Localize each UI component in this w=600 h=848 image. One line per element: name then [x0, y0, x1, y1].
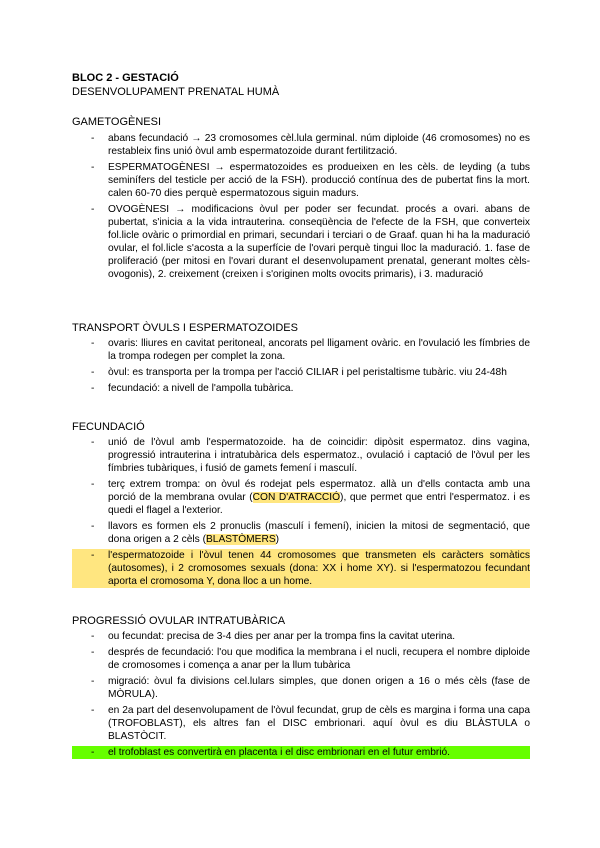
list-item: - en 2a part del desenvolupament de l'òvul fecundat, grup de cèls es margina i forma una capa (TROFOBLAST), els altres fan el DISC embrionari. aquí òvul es diu BLÀSTULA o BLASTÒCIT.	[72, 704, 530, 743]
section-list-progressio	[72, 630, 530, 762]
section-heading-gametogenesi: GAMETOGÈNESI	[72, 116, 162, 128]
list-item-text: )	[275, 534, 280, 545]
list-item-text: ), que permet que entri l'espermatoz. i es quedi el flagel a l'exterior.	[108, 492, 531, 516]
list-item: - ESPERMATOGÈNESI → espermatozoides es produeixen en les cèls. de leyding (a tubs seminífers del testicle per acció de la FSH). producció contínua des de pubertat fins la mort. calen 60-70 dies perquè espermatozous siguin madurs.	[72, 161, 530, 200]
section-list-fecundacio	[72, 436, 530, 591]
list-item: - ovaris: lliures en cavitat peritoneal, ancorats pel lligament ovàric. en l'ovulació les fímbries de la trompa rodegen per complet la zona.	[72, 337, 530, 363]
list-item: - després de fecundació: l'ou que modifica la membrana i el nucli, recupera el nombre diploide de cromosomes i comença a anar per la llum tubàrica	[72, 646, 530, 672]
section-list-transport	[72, 337, 530, 398]
section-list-gametogenesi	[72, 132, 530, 284]
highlight-con-atraccio: CON D'ATRACCIÓ	[252, 492, 341, 503]
document-subtitle: DESENVOLUPAMENT PRENATAL HUMÀ	[72, 86, 280, 98]
section-heading-progressio: PROGRESSIÓ OVULAR INTRATUBÀRICA	[72, 615, 286, 627]
list-item-highlighted: - el trofoblast es convertirà en placenta i el disc embrionari en el futur embrió.	[72, 746, 530, 759]
highlight-blastomers: BLASTÒMERS	[205, 534, 276, 545]
list-item: - unió de l'òvul amb l'espermatozoide. ha de coincidir: dipòsit espermatoz. dins vagina, progressió intrauterina i intratubàrica dels espermatoz., ovulació i captació de l'òvul per les fímbries tubàriques, i fusió de gamets femení i masculí.	[72, 436, 530, 475]
list-item-text: terç extrem trompa: on òvul és rodejat pels espermatoz. allà un d'ells contacta amb una porció de la membrana ovular (	[108, 479, 530, 503]
list-item: - abans fecundació → 23 cromosomes cèl.lula germinal. núm diploide (46 cromosomes) no es restableix fins unió òvul amb espermatozoide durant fertilització.	[72, 132, 530, 158]
list-item	[72, 520, 530, 546]
list-item: - migració: òvul fa divisions cel.lulars simples, que donen origen a 16 o més cèls (fase de MÒRULA).	[72, 675, 530, 701]
list-item: - fecundació: a nivell de l'ampolla tubàrica.	[72, 382, 530, 395]
list-item-highlighted: - l'espermatozoide i l'òvul tenen 44 cromosomes que transmeten els caràcters somàtics (autosomes), i 2 cromosomes sexuals (dona: XX i home XY). si l'espermatozou fecundant aporta el cromosoma Y, dona lloc a un home.	[72, 549, 530, 588]
list-item-text: llavors es formen els 2 pronuclis (masculí i femení), inicien la mitosi de segmentació, que dona origen a 2 cèls (	[108, 521, 530, 545]
list-item: - òvul: es transporta per la trompa per l'acció CILIAR i pel peristaltisme tubàric. viu 24-48h	[72, 366, 530, 379]
document-title: BLOC 2 - GESTACIÓ	[72, 72, 179, 84]
section-heading-fecundacio: FECUNDACIÓ	[72, 421, 145, 433]
list-item: - ou fecundat: precisa de 3-4 dies per anar per la trompa fins la cavitat uterina.	[72, 630, 530, 643]
list-item: - OVOGÈNESI → modificacions òvul per poder ser fecundat. procés a ovari. abans de pubertat, s'inicia a la vida intrauterina. conseqüència de l'efecte de la FSH, que converteix fol.licle ovàric o primordial en primari, secundari i terciari o de Graaf. quan hi ha la maduració ovular, el fol.licle s'acosta a la superfície de l'ovari perquè tingui lloc la maduració. 1. fase de proliferació (per mitosi en l'ovari durant el desenvolupament prenatal, generant moltes cèls-ovogonis), 2. creixement (creixen i s'originen molts ovocits primaris), i 3. maduració	[72, 203, 530, 281]
section-heading-transport: TRANSPORT ÒVULS I ESPERMATOZOIDES	[72, 322, 298, 334]
list-item	[72, 478, 530, 517]
